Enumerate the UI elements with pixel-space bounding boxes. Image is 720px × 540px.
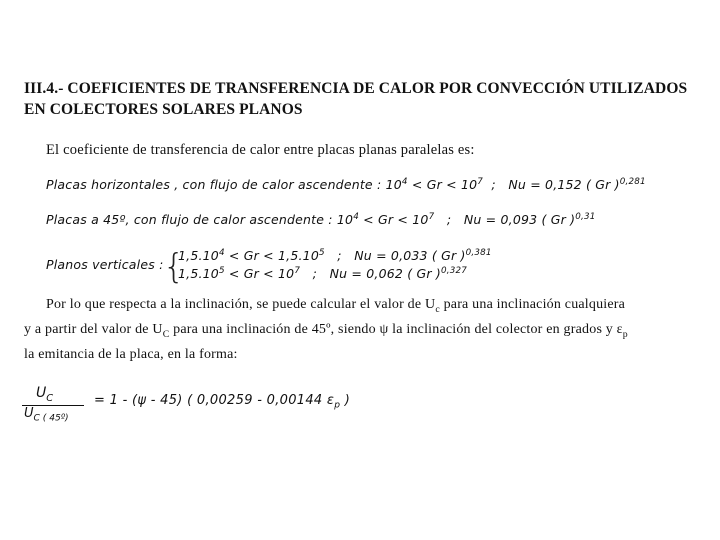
eq-45-nusselt: Nu = 0,093 ( Gr ) [463, 212, 576, 228]
eq-vertical-label: Planos verticales : [46, 257, 164, 272]
heading-line-1: III.4.- COEFICIENTES DE TRANSFERENCIA DE CALOR POR CONVECCIÓN UTILIZADOS [24, 80, 688, 97]
equation-45-plates: Placas a 45º, con flujo de calor ascendente : $10^4 < Gr < 10^7$ ; Nu = 0,093 ( Gr )$^{0,31}$ [46, 212, 596, 228]
formula-denominator: $U_{C ( 45º)}$ [24, 406, 69, 424]
para2-line-3: la emitancia de la placa, en la forma: [24, 347, 238, 362]
formula-right-side: = 1 - (ψ - 45) ( 0,00259 - 0,00144 $\varepsilon_p$ ) [94, 393, 351, 411]
left-brace: { [163, 247, 185, 287]
equation-vertical-row-1: $1,5.10^4 < Gr < 1,5.10^5$ ; Nu = 0,033 ( Gr )$^{0,381}$ [178, 248, 492, 264]
para2-line-2: y a partir del valor de $U_C$ para una inclinación de 45º, siendo ψ la inclinación del colector en grados y $\varepsilon_p$ [24, 322, 628, 340]
intro-text: El coeficiente de transferencia de calor entre placas planas paralelas es: [46, 142, 475, 158]
equation-vertical-row-2: $1,5.10^5 < Gr < 10^7$ ; Nu = 0,062 ( Gr )$^{0,327}$ [178, 266, 468, 282]
eq-45-label: Placas a 45º, con flujo de calor ascendente : [46, 212, 337, 228]
formula-numerator: $U_C$ [36, 385, 54, 404]
equation-horizontal-plates: Placas horizontales , con flujo de calor ascendente : $10^4 < Gr < 10^7$ ; Nu = 0,152 ( Gr )$^{0,281}$ [46, 177, 646, 193]
eq-horizontal-nusselt: Nu = 0,152 ( Gr ) [508, 177, 620, 193]
section-heading [24, 78, 687, 120]
eq-horizontal-label: Placas horizontales , con flujo de calor ascendente : [46, 177, 386, 193]
heading-line-2: EN COLECTORES SOLARES PLANOS [24, 101, 303, 118]
para2-line-1: Por lo que respecta a la inclinación, se puede calcular el valor de $U_c$ para una inclinación cualquiera [46, 297, 626, 315]
